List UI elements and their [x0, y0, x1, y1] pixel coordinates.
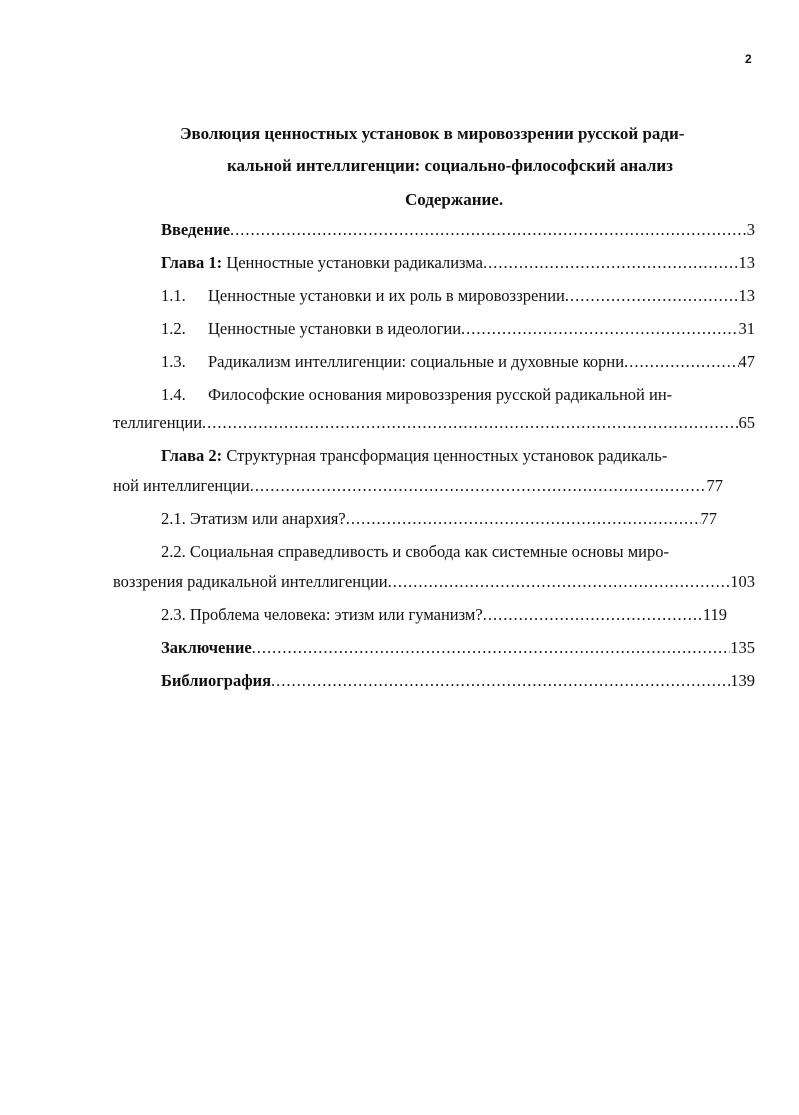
- toc-label: [161, 250, 483, 276]
- toc-entry-chapter-2-line-2: [113, 473, 723, 499]
- chapter-title: Ценностные установки радикализма: [222, 253, 483, 272]
- toc-label: 2.2. Социальная справедливость и свобода как системные основы миро-: [161, 542, 669, 561]
- toc-label: 2.1. Этатизм или анархия?: [161, 509, 346, 528]
- section-number: 1.1.: [161, 286, 186, 305]
- toc-page: 139: [730, 671, 755, 690]
- section-number: 1.3.: [161, 352, 186, 371]
- section-title: Радикализм интеллигенции: социальные и духовные корни: [208, 352, 625, 371]
- toc-page: 119: [702, 605, 727, 624]
- toc-label: теллигенции: [113, 413, 203, 432]
- toc-entry-2-2-line-2: [113, 569, 755, 595]
- toc-leader: [202, 410, 738, 436]
- toc-entry-1-4-line-2: [113, 410, 755, 436]
- toc-entry-conclusion: [113, 635, 755, 661]
- toc-leader: [483, 250, 739, 276]
- toc-page: 77: [700, 509, 717, 528]
- toc-label: Заключение: [161, 638, 252, 657]
- toc-label: ной интеллигенции: [113, 476, 250, 495]
- toc-leader: [461, 316, 738, 342]
- toc-entry-chapter-1: [113, 250, 755, 276]
- toc-entry-2-1: [113, 506, 717, 532]
- toc-entry-intro: [113, 217, 755, 243]
- toc-leader: [250, 473, 707, 499]
- toc-leader: [565, 283, 739, 309]
- chapter-prefix: Глава 1:: [161, 253, 223, 272]
- toc-page: 13: [738, 253, 755, 272]
- toc-label: Библиография: [161, 671, 272, 690]
- toc-label: [161, 316, 461, 342]
- toc-page: 3: [746, 220, 755, 239]
- document-title-line-1: Эволюция ценностных установок в мировоззрении русской ради-: [180, 124, 685, 143]
- toc-leader: [252, 635, 731, 661]
- toc-page: 135: [730, 638, 755, 657]
- page-number: 2: [745, 52, 752, 66]
- toc-page: 13: [738, 286, 755, 305]
- section-number: 1.2.: [161, 319, 186, 338]
- toc-page: 103: [730, 572, 755, 591]
- section-title: Философские основания мировоззрения русской радикальной ин-: [208, 385, 673, 404]
- toc-label: [161, 349, 624, 375]
- toc-entry-2-2-line-1: [113, 539, 755, 565]
- toc-leader: [271, 668, 730, 694]
- toc-entry-bibliography: [113, 668, 755, 694]
- section-number: 1.4.: [161, 385, 186, 404]
- toc-entry-1-3: [113, 349, 755, 375]
- toc-entry-2-3: [113, 602, 727, 628]
- toc-leader: [230, 217, 747, 243]
- section-title: Ценностные установки и их роль в мировоззрении: [208, 286, 565, 305]
- contents-heading: Содержание.: [405, 190, 504, 209]
- toc-leader: [483, 602, 703, 628]
- toc-label: [161, 382, 672, 408]
- chapter-title: Структурная трансформация ценностных установок радикаль-: [222, 446, 668, 465]
- toc-page: 47: [738, 352, 755, 371]
- document-title-line-2: кальной интеллигенции: социально-философский анализ: [226, 156, 673, 175]
- toc-label: [161, 443, 667, 469]
- toc-label: [161, 283, 565, 309]
- toc-page: 31: [738, 319, 755, 338]
- toc-leader: [624, 349, 738, 375]
- toc-label: Введение: [161, 220, 231, 239]
- chapter-prefix: Глава 2:: [161, 446, 223, 465]
- toc-label: воззрения радикальной интеллигенции: [113, 572, 388, 591]
- toc-entry-chapter-2-line-1: [113, 443, 755, 469]
- toc-entry-1-2: [113, 316, 755, 342]
- toc-page: 65: [738, 413, 755, 432]
- toc-leader: [346, 506, 701, 532]
- section-title: Ценностные установки в идеологии: [208, 319, 462, 338]
- toc-entry-1-1: [113, 283, 755, 309]
- toc-entry-1-4-line-1: [113, 382, 755, 408]
- toc-page: 77: [706, 476, 723, 495]
- toc-label: 2.3. Проблема человека: этизм или гуманизм?: [161, 605, 483, 624]
- toc-leader: [388, 569, 731, 595]
